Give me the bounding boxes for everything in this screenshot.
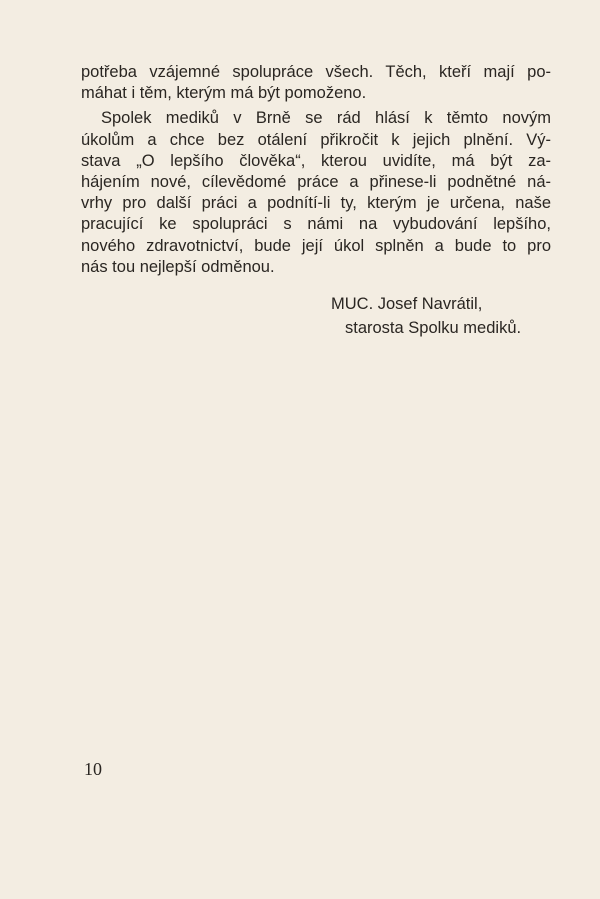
page-number: 10 — [84, 759, 102, 779]
text-line: vrhy pro další práci a podnítí-li ty, kterým je určena, naše — [81, 194, 551, 213]
text-line: nového zdravotnictví, bude její úkol splněn a bude to pro — [81, 236, 551, 255]
text-line: máhat i těm, kterým má být pomoženo. — [81, 84, 367, 103]
text-line: Spolek mediků v Brně se rád hlásí k těmto novým — [101, 109, 551, 128]
signature-block — [331, 292, 521, 340]
text-line: úkolům a chce bez otálení přikročit k jejich plnění. Vý- — [81, 130, 551, 149]
signature-name: MUC. Josef Navrátil, — [331, 295, 483, 313]
text-line: nás tou nejlepší odměnou. — [81, 257, 275, 276]
body-text — [81, 62, 551, 278]
text-line: potřeba vzájemné spolupráce všech. Těch, kteří mají po- — [81, 63, 551, 81]
text-line: pracující ke spolupráci s námi na vybudování lepšího, — [81, 215, 551, 234]
text-line: hájením nové, cílevědomé práce a přinese-li podnětné ná- — [81, 172, 551, 191]
text-line: stava „O lepšího člověka“, kterou uvidíte, má být za- — [81, 151, 551, 170]
signature-title: starosta Spolku mediků. — [345, 319, 522, 337]
